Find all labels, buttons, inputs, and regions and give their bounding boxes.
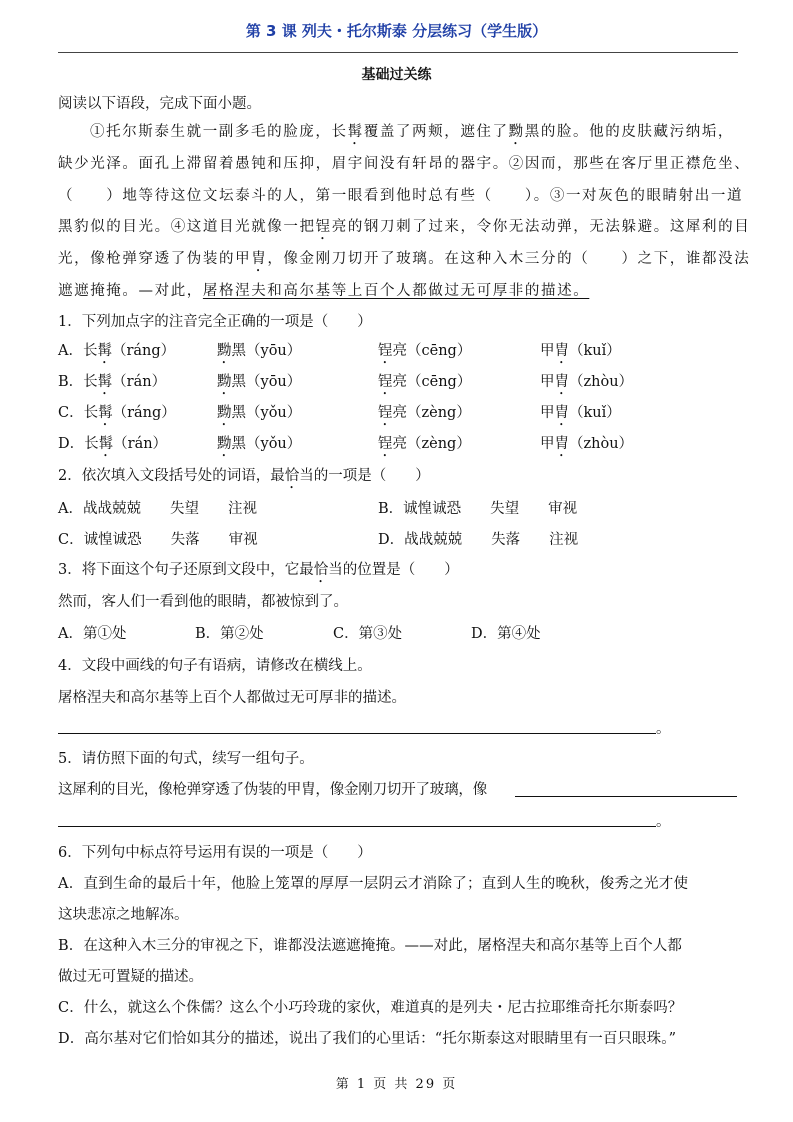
q3-option-c: C．第③处 [333, 626, 403, 642]
q6-stem: 6．下列句中标点符号运用有误的一项是（ ） [58, 845, 372, 861]
q1-option-d-3: 锃亮（zèng） [378, 436, 471, 452]
intro-text: 阅读以下语段，完成下面小题。 [58, 96, 261, 112]
q1-option-b-1: B．长髯（rán） [58, 374, 167, 390]
q3-stem: 3．将下面这个句子还原到文段中，它最恰当的位置是（ ） [58, 562, 459, 578]
q1-option-b-4: 甲胄（zhòu） [540, 374, 634, 390]
q2-stem: 2．依次填入文段括号处的词语，最恰当的一项是（ ） [58, 468, 430, 484]
q6-option-c: C．什么，就这么个侏儒？这么个小巧玲珑的家伙，难道真的是列夫・尼古拉耶维奇托尔斯泰吗？ [58, 1000, 683, 1016]
q2-option-c: C．诚惶诚恐 失落 审视 [58, 532, 258, 548]
header-rule [58, 52, 738, 53]
q6-option-a-line-2: 这块悲凉之地解冻。 [58, 907, 189, 923]
q1-option-b-2: 黝黑（yōu） [217, 374, 302, 390]
q1-option-d-4: 甲胄（zhòu） [540, 436, 634, 452]
q1-option-c-4: 甲胄（kuǐ） [540, 405, 621, 421]
q3-sentence: 然而，客人们一看到他的眼睛，都被惊到了。 [58, 594, 348, 610]
q6-option-b-line-1: B．在这种入木三分的审视之下，谁都没法遮遮掩掩。——对此，屠格涅夫和高尔基等上百个人都 [58, 938, 682, 954]
document-header: 第 3 课 列夫・托尔斯泰 分层练习（学生版） [245, 22, 548, 40]
q2-option-d: D．战战兢兢 失落 注视 [378, 532, 579, 548]
q5-period: 。 [656, 814, 671, 830]
q1-option-d-2: 黝黑（yǒu） [217, 436, 302, 452]
q1-option-b-3: 锃亮（cēng） [378, 374, 472, 390]
q5-sentence: 这犀利的目光，像枪弹穿透了伪装的甲胄，像金刚刀切开了玻璃，像 [58, 782, 487, 798]
passage-line-4: 黑豹似的目光。④这道目光就像一把锃亮的钢刀刺了过来，令你无法动弹，无法躲避。这犀利的目 [58, 219, 751, 235]
q6-option-b-line-2: 做过无可置疑的描述。 [58, 969, 203, 985]
underlined-sentence: 屠格涅夫和高尔基等上百个人都做过无可厚非的描述。 [202, 283, 590, 299]
passage-line-2: 缺少光泽。面孔上滞留着愚钝和压抑，眉宇间没有轩昂的器宇。②因而，那些在客厅里正襟危坐、 [58, 156, 751, 172]
passage-line-3: （ ）地等待这位文坛泰斗的人，第一眼看到他时总有些（ ）。③一对灰色的眼睛射出一道 [58, 188, 744, 204]
q4-sentence: 屠格涅夫和高尔基等上百个人都做过无可厚非的描述。 [58, 690, 406, 706]
q3-option-d: D．第④处 [471, 626, 541, 642]
q4-period: 。 [656, 721, 671, 737]
q1-option-a-1: A．长髯（ráng） [58, 343, 176, 359]
q1-option-c-3: 锃亮（zèng） [378, 405, 471, 421]
q3-option-a: A．第①处 [58, 626, 127, 642]
section-title: 基础过关练 [361, 67, 432, 83]
q6-option-d: D．高尔基对它们恰如其分的描述，说出了我们的心里话：“托尔斯泰这对眼睛里有一百只眼珠。” [58, 1031, 677, 1047]
q4-answer-line[interactable] [58, 733, 656, 734]
q1-option-c-1: C．长髯（ráng） [58, 405, 176, 421]
passage-line-5: 光，像枪弹穿透了伪装的甲胄，像金刚刀切开了玻璃。在这种入木三分的（ ）之下，谁都没法 [58, 251, 751, 267]
q1-option-a-3: 锃亮（cēng） [378, 343, 472, 359]
passage-line-6: 遮遮掩掩。—对此，屠格涅夫和高尔基等上百个人都做过无可厚非的描述。 [58, 283, 590, 299]
q1-stem: 1．下列加点字的注音完全正确的一项是（ ） [58, 314, 372, 330]
q5-answer-line-2[interactable] [58, 826, 656, 827]
q5-stem: 5．请仿照下面的句式，续写一组句子。 [58, 751, 314, 767]
q4-stem: 4．文段中画线的句子有语病，请修改在横线上。 [58, 658, 372, 674]
q1-option-d-1: D．长髯（rán） [58, 436, 168, 452]
q1-option-a-4: 甲胄（kuǐ） [540, 343, 621, 359]
q2-option-a: A．战战兢兢 失望 注视 [58, 501, 257, 517]
q2-option-b: B．诚惶诚恐 失望 审视 [378, 501, 578, 517]
q6-option-a-line-1: A．直到生命的最后十年，他脸上笼罩的厚厚一层阴云才消除了；直到人生的晚秋，俊秀之光才使 [58, 876, 689, 892]
q1-option-c-2: 黝黑（yǒu） [217, 405, 302, 421]
q1-option-a-2: 黝黑（yōu） [217, 343, 302, 359]
q3-option-b: B．第②处 [195, 626, 264, 642]
q5-answer-line-1[interactable] [515, 796, 737, 797]
passage-line-1: ①托尔斯泰生就一副多毛的脸庞，长髯覆盖了两颊，遮住了黝黑的脸。他的皮肤藏污纳垢， [90, 124, 735, 140]
page-footer: 第 1 页 共 29 页 [335, 1077, 458, 1092]
